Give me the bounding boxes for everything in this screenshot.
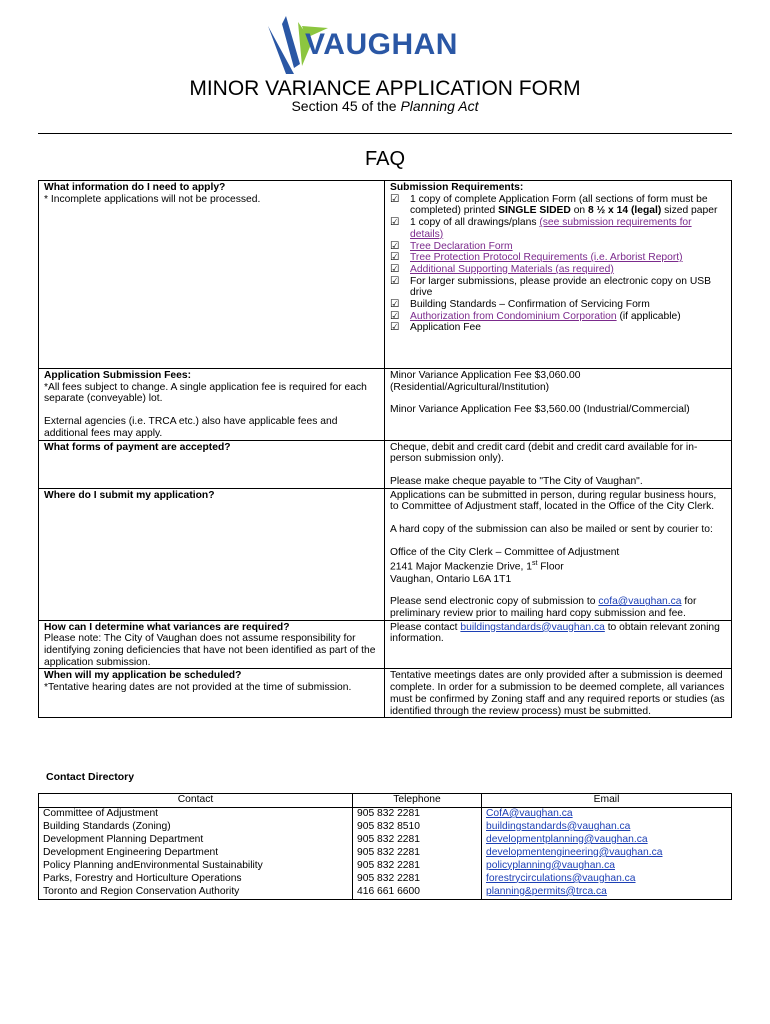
contact-directory-heading: Contact Directory <box>46 771 135 783</box>
requirement-item: ☑ Building Standards – Confirmation of Servicing Form <box>390 299 650 311</box>
contact-phone: 905 832 8510 <box>353 821 482 834</box>
faq-heading: FAQ <box>364 148 405 170</box>
tree-protection-link[interactable]: Tree Protection Protocol Requirements (i.e. Arborist Report) <box>410 252 683 264</box>
table-row <box>39 847 732 860</box>
contact-name: Building Standards (Zoning) <box>39 821 353 834</box>
faq-question: Application Submission Fees: <box>44 370 192 381</box>
faq-answer-cell <box>385 620 732 669</box>
faq-answer-cell <box>385 369 732 441</box>
faq-answer: A hard copy of the submission can also be mailed or sent by courier to: <box>390 524 713 536</box>
contact-phone: 905 832 2281 <box>353 847 482 860</box>
tree-declaration-link[interactable]: Tree Declaration Form <box>410 240 513 252</box>
faq-table <box>38 180 732 718</box>
faq-note: *All fees subject to change. A single application fee is required for each separate (conveyable) lot. <box>44 381 367 405</box>
supporting-materials-link[interactable]: Additional Supporting Materials (as required) <box>410 263 614 275</box>
checked-box-icon: ☑ <box>390 240 400 252</box>
contact-phone: 905 832 2281 <box>353 873 482 886</box>
checked-box-icon: ☑ <box>390 275 400 287</box>
contact-email-link[interactable]: policyplanning@vaughan.ca <box>486 859 615 871</box>
faq-answer-cell <box>385 669 732 718</box>
faq-note: External agencies (i.e. TRCA etc.) also have applicable fees and additional fees may apply. <box>44 416 338 439</box>
faq-answer: Please make cheque payable to "The City of Vaughan". <box>390 475 643 487</box>
faq-question: What information do I need to apply? <box>44 182 226 193</box>
table-row <box>39 834 732 847</box>
faq-answer-cell <box>385 181 732 369</box>
checked-box-icon: ☑ <box>390 310 400 322</box>
column-header-contact: Contact <box>39 794 353 808</box>
contact-phone: 905 832 2281 <box>353 834 482 847</box>
table-row <box>39 807 732 821</box>
requirement-item: ☑ 1 copy of all drawings/plans (see submission requirements for details) <box>390 217 692 240</box>
column-header-telephone: Telephone <box>353 794 482 808</box>
faq-question: How can I determine what variances are required? <box>44 621 290 633</box>
contact-name: Development Planning Department <box>39 834 353 847</box>
faq-note: *Tentative hearing dates are not provided at the time of submission. <box>44 682 352 694</box>
faq-question-cell <box>39 620 385 669</box>
faq-question: When will my application be scheduled? <box>44 670 242 682</box>
faq-note: * Incomplete applications will not be processed. <box>44 193 261 205</box>
address-line: Office of the City Clerk – Committee of Adjustment <box>390 546 620 558</box>
faq-row-requirements <box>39 181 732 369</box>
contact-name: Policy Planning andEnvironmental Sustainability <box>39 860 353 873</box>
contact-phone: 905 832 2281 <box>353 860 482 873</box>
faq-answer: Please contact buildingstandards@vaughan.ca to obtain relevant zoning information. <box>390 621 720 645</box>
checked-box-icon: ☑ <box>390 299 400 311</box>
contact-email-link[interactable]: buildingstandards@vaughan.ca <box>486 820 631 832</box>
contact-name: Parks, Forestry and Horticulture Operations <box>39 873 353 886</box>
faq-question: What forms of payment are accepted? <box>44 441 231 453</box>
faq-row-schedule <box>39 669 732 718</box>
table-row <box>39 860 732 873</box>
contact-email-link[interactable]: forestrycirculations@vaughan.ca <box>486 872 636 884</box>
faq-answer: Tentative meetings dates are only provided after a submission is deemed complete. In order for a submission to be deemed complete, all variances must be confirmed by Zoning staff and any required reports or studies (as identified through the review process) must be submitted. <box>390 670 725 717</box>
contact-phone: 905 832 2281 <box>353 807 482 821</box>
faq-row-variances <box>39 620 732 669</box>
contact-phone: 416 661 6600 <box>353 886 482 900</box>
faq-question-cell <box>39 440 385 488</box>
checked-box-icon: ☑ <box>390 263 400 275</box>
requirement-item: ☑ Application Fee <box>390 322 481 334</box>
faq-note: Please note: The City of Vaughan does not assume responsibility for identifying zoning deficiencies that have not been identified as part of the application submission. <box>44 633 376 668</box>
requirement-item: ☑ 1 copy of complete Application Form (all sections of form must be completed) printed SINGLE SIDED on 8 ½ x 14 (legal) sized paper <box>390 193 718 217</box>
page-title: MINOR VARIANCE APPLICATION FORM <box>189 77 581 100</box>
requirement-item: ☑ Authorization from Condominium Corporation (if applicable) <box>390 310 681 322</box>
faq-answer-cell <box>385 440 732 488</box>
column-header-email: Email <box>482 794 732 808</box>
requirement-item <box>390 241 726 253</box>
fee-residential: Minor Variance Application Fee $3,060.00 (Residential/Agricultural/Institution) <box>390 370 581 393</box>
faq-answer: Please send electronic copy of submission to cofa@vaughan.ca for preliminary review prior to mailing hard copy submission and fee. <box>390 596 697 619</box>
faq-question-cell <box>39 488 385 620</box>
contact-name: Development Engineering Department <box>39 847 353 860</box>
logo-text: VAUGHAN <box>305 28 458 61</box>
submission-requirements-link[interactable]: (see submission requirements for details) <box>410 217 692 240</box>
faq-row-fees <box>39 369 732 441</box>
checked-box-icon: ☑ <box>390 322 400 334</box>
checked-box-icon: ☑ <box>390 217 400 229</box>
header-divider <box>38 133 732 134</box>
faq-question-cell <box>39 369 385 441</box>
table-row <box>39 873 732 886</box>
requirements-heading: Submission Requirements: <box>390 182 524 193</box>
faq-answer-cell <box>385 488 732 620</box>
contact-directory-table <box>38 793 732 900</box>
faq-question: Where do I submit my application? <box>44 489 215 501</box>
contact-email-link[interactable]: planning&permits@trca.ca <box>486 885 607 897</box>
checked-box-icon: ☑ <box>390 193 400 205</box>
requirement-item <box>390 252 726 264</box>
table-row <box>39 821 732 834</box>
checked-box-icon: ☑ <box>390 252 400 264</box>
contact-email-link[interactable]: CofA@vaughan.ca <box>486 807 573 819</box>
contact-name: Toronto and Region Conservation Authority <box>39 886 353 900</box>
building-standards-email-link[interactable]: buildingstandards@vaughan.ca <box>460 621 605 633</box>
requirement-item <box>390 264 726 276</box>
faq-question-cell <box>39 669 385 718</box>
contact-name: Committee of Adjustment <box>39 807 353 821</box>
contact-header-row <box>39 794 732 808</box>
faq-answer: Cheque, debit and credit card (debit and credit card available for in-person submission only). <box>390 441 698 465</box>
table-row <box>39 886 732 900</box>
contact-email-link[interactable]: developmentplanning@vaughan.ca <box>486 833 648 845</box>
requirement-item: ☑ For larger submissions, please provide an electronic copy on USB drive <box>390 275 712 299</box>
page-subtitle: Section 45 of the Planning Act <box>291 98 479 114</box>
contact-email-link[interactable]: developmentengineering@vaughan.ca <box>486 846 663 858</box>
address-line: Vaughan, Ontario L6A 1T1 <box>390 573 512 585</box>
fee-industrial: Minor Variance Application Fee $3,560.00 (Industrial/Commercial) <box>390 404 690 416</box>
faq-answer: Applications can be submitted in person, during regular business hours, to Committee of Adjustment staff, located in the Office of the City Clerk. <box>390 489 717 513</box>
condominium-authorization-link[interactable]: Authorization from Condominium Corporation <box>410 310 617 322</box>
faq-row-submit <box>39 488 732 620</box>
address-line: 2141 Major Mackenzie Drive, 1st Floor <box>390 560 564 573</box>
cofa-email-link[interactable]: cofa@vaughan.ca <box>598 596 682 608</box>
faq-row-payment <box>39 440 732 488</box>
faq-question-cell <box>39 181 385 369</box>
